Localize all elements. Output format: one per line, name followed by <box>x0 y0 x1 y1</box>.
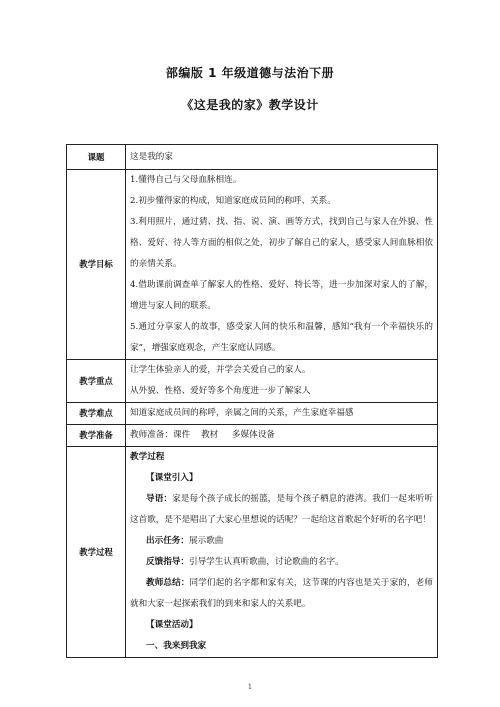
intro-paragraph <box>130 489 433 531</box>
topic-label: 课题 <box>67 145 126 170</box>
document-title: 部编版 1 年级道德与法治下册 <box>165 66 335 80</box>
goal-item: 1.懂得自己与父母血脉相连。 <box>130 175 242 185</box>
part-one-heading: 一、我来到我家 <box>146 641 207 651</box>
section-activity-heading: 【课堂活动】 <box>146 620 198 630</box>
summary-text: 同学们起的名字都和家有关，这节课的内容也是关于家的，老师就和大家一起探索我们的到来和家人的关系吧。 <box>130 578 433 609</box>
summary-label: 教师总结： <box>146 578 190 588</box>
goal-item: 5.通过分享家人的故事，感受家人间的快乐和温馨，感知“我有一个幸福快乐的家”，增强家庭观念，产生家庭认同感。 <box>130 322 433 353</box>
summary-paragraph <box>130 573 433 615</box>
preparation-label: 教学准备 <box>67 425 126 447</box>
topic-value: 这是我的家 <box>126 145 438 170</box>
key-point-line: 从外貌、性格、爱好等多个角度进一步了解家人 <box>130 386 311 396</box>
difficulty-label: 教学难点 <box>67 403 126 425</box>
guide-label: 反馈指导： <box>146 557 189 567</box>
goals-label: 教学目标 <box>67 170 126 360</box>
process-heading: 教学过程 <box>130 452 165 462</box>
guide-text: 引导学生认真听歌曲，讨论歌曲的名字。 <box>188 557 344 567</box>
document-subtitle: 《这是我的家》教学设计 <box>181 98 319 112</box>
row-topic <box>67 145 438 170</box>
goal-item: 2.初步懂得家的构成，知道家庭成员间的称呼、关系。 <box>130 196 336 206</box>
intro-text: 家是每个孩子成长的摇篮，是每个孩子栖息的港湾。我们一起来听听这首歌，是不是唱出了大家心里想说的话呢？一起给这首歌起个好听的名字吧！ <box>130 494 433 525</box>
row-process <box>67 447 438 658</box>
guide-paragraph <box>130 552 433 573</box>
goals-cell <box>126 170 438 360</box>
key-points-label: 教学重点 <box>67 360 126 403</box>
key-points-cell <box>126 360 438 403</box>
task-label: 出示任务： <box>146 536 189 546</box>
row-key-points <box>67 360 438 403</box>
task-paragraph <box>130 531 433 552</box>
process-cell <box>126 447 438 658</box>
task-text: 展示歌曲 <box>188 536 224 546</box>
page-number: 1 <box>247 683 253 691</box>
section-intro-heading: 【课堂引入】 <box>146 473 198 483</box>
difficulty-value: 知道家庭成员间的称呼，亲属之间的关系，产生家庭幸福感 <box>126 403 438 425</box>
row-goals <box>67 170 438 360</box>
preparation-value: 教师准备：课件 教材 多媒体设备 <box>126 425 438 447</box>
row-preparation <box>67 425 438 447</box>
key-point-line: 让学生体验亲人的爱，并学会关爱自己的家人。 <box>130 365 311 375</box>
row-difficulty <box>67 403 438 425</box>
goal-item: 4.借助课前调查单了解家人的性格、爱好、特长等，进一步加深对家人的了解，增进与家人间的联系。 <box>130 280 433 311</box>
intro-label: 导语： <box>146 494 173 504</box>
lesson-plan-table <box>66 144 438 658</box>
process-label: 教学过程 <box>67 447 126 658</box>
goal-item: 3.利用照片，通过猜、找、指、说、演、画等方式，找到自己与家人在外貌、性格、爱好、待人等方面的相似之处，初步了解自己的家人，感受家人间血脉相依的亲情关系。 <box>130 217 433 269</box>
